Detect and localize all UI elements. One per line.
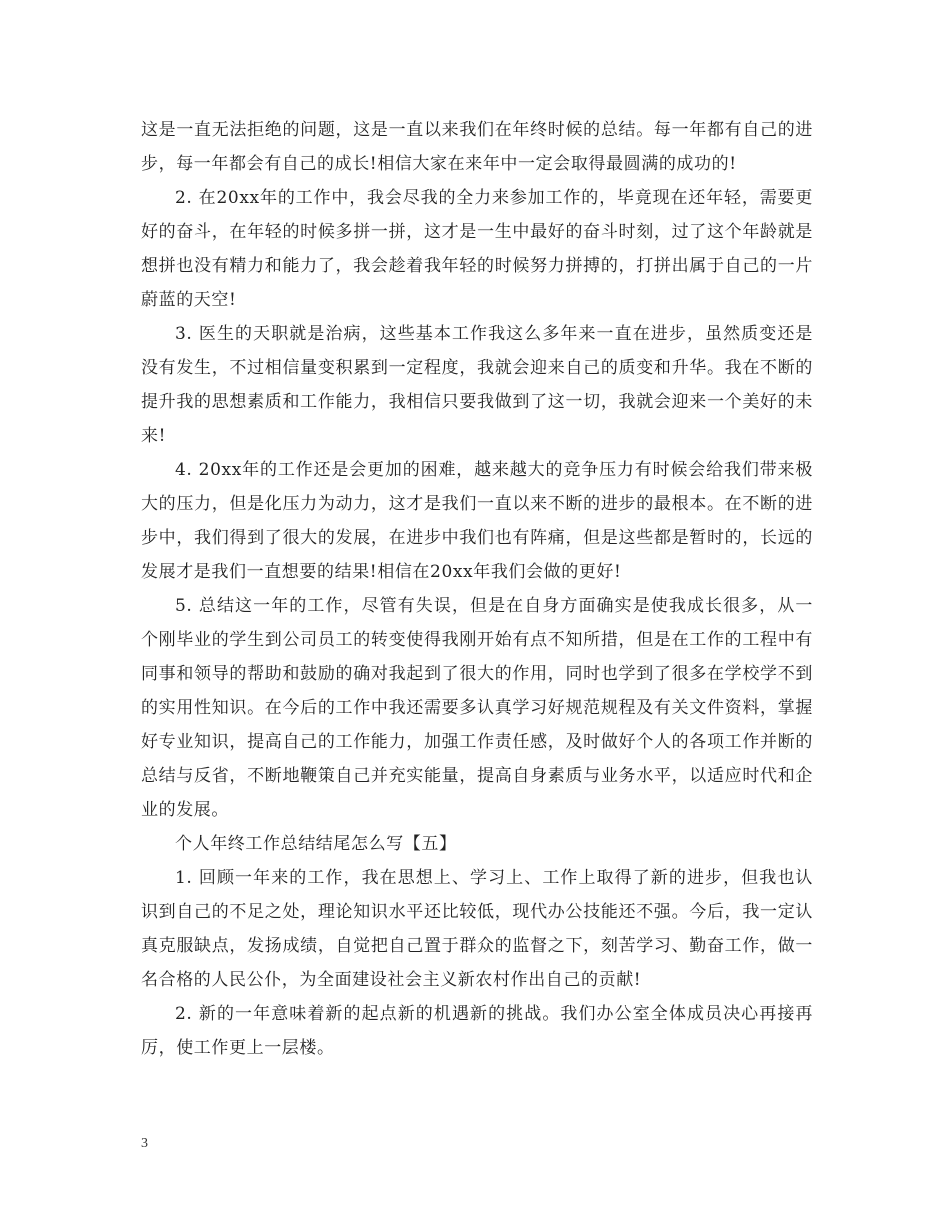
paragraph-item-3: 3. 医生的天职就是治病，这些基本工作我这么多年来一直在进步，虽然质变还是没有发生，不过相信量变积累到一定程度，我就会迎来自己的质变和升华。我在不断的提升我的思想素质和工作能力，我相信只要我做到了这一切，我就会迎来一个美好的未来! (141, 324, 813, 446)
page-number: 3 (141, 1136, 148, 1151)
section-heading: 个人年终工作总结结尾怎么写【五】 (175, 834, 457, 854)
document-body (141, 113, 813, 1065)
paragraph-item-5: 5. 总结这一年的工作，尽管有失误，但是在自身方面确实是使我成长很多，从一个刚毕业的学生到公司员工的转变使得我刚开始有点不知所措，但是在工作的工程中有同事和领导的帮助和鼓励的确对我起到了很大的作用，同时也学到了很多在学校学不到的实用性知识。在今后的工作中我还需要多认真学习好规范规程及有关文件资料，掌握好专业知识，提高自己的工作能力，加强工作责任感，及时做好个人的各项工作并断的总结与反省，不断地鞭策自己并充实能量，提高自身素质与业务水平，以适应时代和企业的发展。 (141, 596, 813, 820)
paragraph-section5-item-2: 2. 新的一年意味着新的起点新的机遇新的挑战。我们办公室全体成员决心再接再厉，使工作更上一层楼。 (141, 1004, 813, 1058)
paragraph-continuation: 这是一直无法拒绝的问题，这是一直以来我们在年终时候的总结。每一年都有自己的进步，每一年都会有自己的成长!相信大家在来年中一定会取得最圆满的成功的! (141, 120, 813, 174)
paragraph-item-2: 2. 在20xx年的工作中，我会尽我的全力来参加工作的，毕竟现在还年轻，需要更好的奋斗，在年轻的时候多拼一拼，这才是一生中最好的奋斗时刻，过了这个年龄就是想拼也没有精力和能力了，我会趁着我年轻的时候努力拼搏的，打拼出属于自己的一片蔚蓝的天空! (141, 188, 813, 310)
paragraph-item-4: 4. 20xx年的工作还是会更加的困难，越来越大的竞争压力有时候会给我们带来极大的压力，但是化压力为动力，这才是我们一直以来不断的进步的最根本。在不断的进步中，我们得到了很大的发展，在进步中我们也有阵痛，但是这些都是暂时的，长远的发展才是我们一直想要的结果!相信在20xx年我们会做的更好! (141, 460, 813, 582)
paragraph-section5-item-1: 1. 回顾一年来的工作，我在思想上、学习上、工作上取得了新的进步，但我也认识到自己的不足之处，理论知识水平还比较低，现代办公技能还不强。今后，我一定认真克服缺点，发扬成绩，自觉把自己置于群众的监督之下，刻苦学习、勤奋工作，做一名合格的人民公仆，为全面建设社会主义新农村作出自己的贡献! (141, 868, 813, 990)
